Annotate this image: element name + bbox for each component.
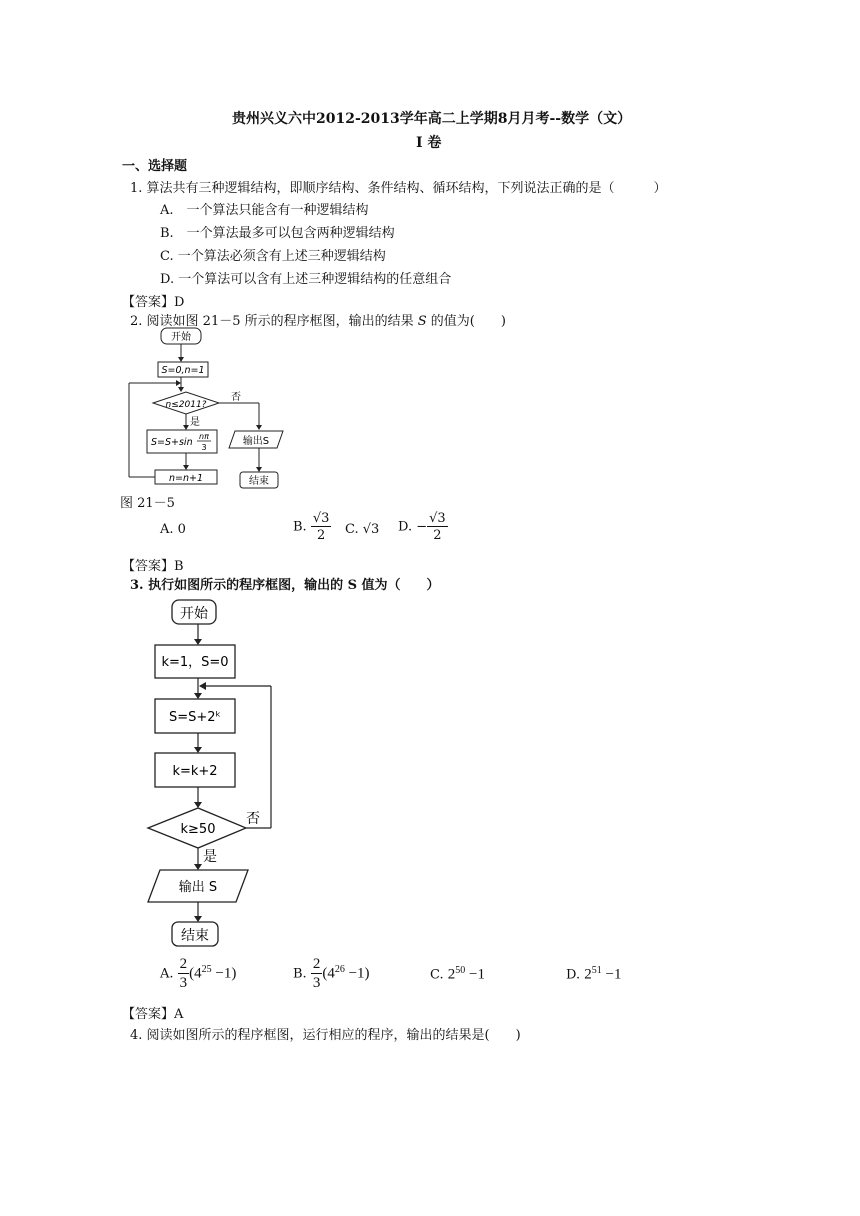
flow3-end-text: 结束 [181,928,209,944]
q3-option-c-label: C. [430,967,444,983]
q3-option-a-base: (4 [189,965,202,982]
q3-option-d-label: D. [566,967,581,983]
question-3-option-a [160,957,236,991]
q3-option-a-den: 3 [179,975,188,991]
q3-option-c-tail: −1 [465,966,485,983]
q3-option-b-num: 2 [312,956,321,972]
flow2-update-text: n=n+1 [168,473,204,484]
question-2-stem-before: 2. 阅读如图 21－5 所示的程序框图，输出的结果 [130,314,418,329]
flow2-yes-label: 是 [190,417,200,428]
flow3-no-label: 否 [246,811,260,827]
q3-option-d-base: 2 [584,966,592,983]
question-3-option-b [293,957,370,991]
q2-option-b-fraction [311,512,332,542]
question-2-option-b [293,512,331,542]
flowchart-q2 [125,325,300,495]
q3-option-a-num: 2 [179,956,188,972]
q2-option-c-label: C. [345,522,359,537]
q2-option-d-num: √3 [429,511,446,526]
q2-option-c-value: √3 [362,522,380,537]
flow2-init-text: S=0,n=1 [161,365,205,376]
question-2-option-a: A. 0 [160,522,186,537]
q2-option-b-label: B. [293,519,307,535]
q3-option-b-tail: −1) [344,965,370,982]
flow3-start-text: 开始 [180,606,208,622]
q2-option-d-den: 2 [433,528,442,543]
flow2-no-label: 否 [231,392,241,403]
question-2-option-d [398,512,448,542]
flow2-condition-text: n≤2011? [165,400,207,410]
flow3-body-text: S=S+2ᵏ [168,710,222,725]
question-1-option-c: C. 一个算法必须含有上述三种逻辑结构 [160,249,386,264]
question-1-stem: 1. 算法共有三种逻辑结构，即顺序结构、条件结构、循环结构，下列说法正确的是（ ） [130,181,667,196]
q3-option-b-fraction [311,957,323,991]
question-2-option-c [345,522,379,537]
question-3-stem: 3. 执行如图所示的程序框图，输出的 S 值为（ ） [130,578,440,593]
question-4-stem: 4. 阅读如图所示的程序框图，运行相应的程序，输出的结果是( ) [130,1028,521,1043]
q2-option-d-fraction [427,512,448,542]
question-2-stem-var: S [417,314,427,329]
question-1-answer: 【答案】D [122,295,185,310]
q2-option-d-label: D. [398,519,413,535]
flow2-output-text: 输出S [242,436,270,447]
question-3-answer: 【答案】A [122,1007,184,1022]
q2-option-d-sign: − [416,519,428,535]
question-3-option-c [430,965,485,983]
q3-option-b-den: 3 [312,975,321,991]
q3-option-a-tail: −1) [211,965,237,982]
q3-option-c-exp: 50 [455,965,466,976]
figure-caption-21-5: 图 21－5 [120,496,175,511]
q3-option-d-exp: 51 [591,965,602,976]
flow3-yes-label: 是 [203,849,217,865]
flow2-start-text: 开始 [171,332,191,343]
q2-option-b-num: √3 [312,511,330,526]
question-2-stem-after: 的值为( ) [426,314,506,329]
q3-option-b-exp: 26 [334,964,345,976]
flow2-body-frac-num: nπ [199,432,209,441]
q3-option-a-exp: 25 [201,964,212,976]
exam-title: 贵州兴义六中2012-2013学年高二上学期8月月考--数学（文） [232,111,632,127]
question-2-answer: 【答案】B [122,559,184,574]
flow3-init-text: k=1，S=0 [161,655,229,670]
flow3-update-text: k=k+2 [172,764,218,779]
flow3-condition-text: k≥50 [180,822,216,837]
q2-option-b-den: 2 [316,528,326,543]
question-3-option-d [566,965,621,983]
q3-option-a-label: A. [160,966,174,982]
section-heading: 一、选择题 [122,159,188,174]
flow2-body-frac-den: 3 [201,443,207,452]
q3-option-b-base: (4 [322,965,335,982]
flowchart-q3 [140,595,290,955]
question-1-option-a: A. 一个算法只能含有一种逻辑结构 [160,203,369,218]
q3-option-c-base: 2 [447,966,456,983]
flow2-body-text: S=S+sin [151,437,193,448]
q3-option-a-fraction [178,957,190,991]
q3-option-d-tail: −1 [601,966,622,983]
question-1-option-d: D. 一个算法可以含有上述三种逻辑结构的任意组合 [160,272,452,287]
q3-option-b-label: B. [293,966,307,982]
volume-label: I 卷 [416,135,442,151]
question-1-option-b: B. 一个算法最多可以包含两种逻辑结构 [160,226,395,241]
flow2-end-text: 结束 [249,476,269,487]
flow3-output-text: 输出 S [178,880,218,895]
